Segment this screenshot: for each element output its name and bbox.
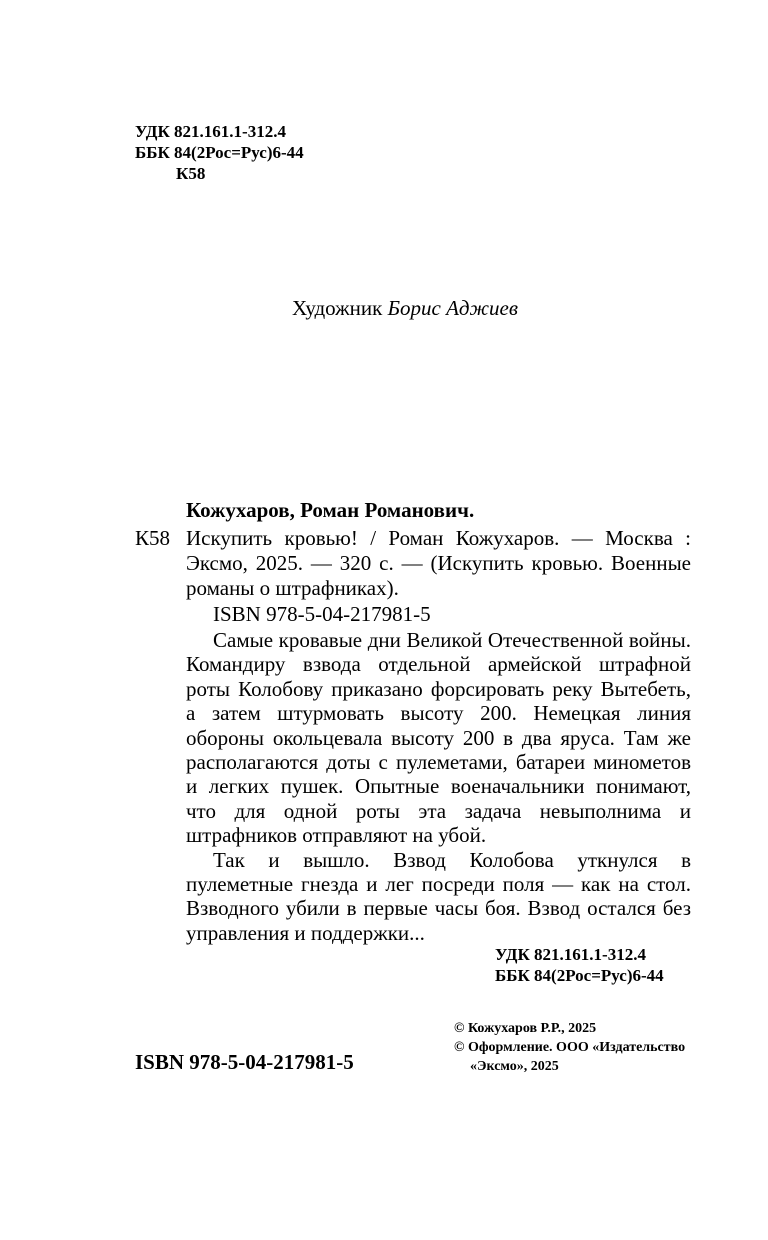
classification-block-bottom: [495, 944, 664, 986]
annotation: [186, 628, 691, 945]
copyright-author: © Кожухаров Р.Р., 2025: [454, 1021, 597, 1036]
copyright-design: © Оформление. ООО «Издательство: [454, 1040, 686, 1055]
artist-name: Борис Аджиев: [387, 296, 518, 320]
classification-block-top: [135, 121, 304, 184]
artist-credit: [0, 296, 768, 321]
author-mark: К58: [176, 164, 206, 183]
udk-code: УДК 821.161.1-312.4: [135, 122, 286, 141]
bbk-code: ББК 84(2Рос=Рус)6-44: [495, 966, 664, 985]
catalog-isbn: ISBN 978-5-04-217981-5: [213, 602, 431, 626]
catalog-author-mark: К58: [135, 526, 171, 550]
catalog-description: Искупить кровью! / Роман Кожухаров. — Москва : Эксмо, 2025. — 320 с. — (Искупить кровью. Военные романы о штрафниках).: [186, 526, 691, 600]
bbk-code: ББК 84(2Рос=Рус)6-44: [135, 143, 304, 162]
udk-code: УДК 821.161.1-312.4: [495, 945, 646, 964]
catalog-author: Кожухаров, Роман Романович.: [186, 498, 475, 522]
copyright-block: [454, 1019, 685, 1076]
annotation-paragraph: Так и вышло. Взвод Колобова уткнулся в пулеметные гнезда и лег посреди поля — как на стол. Взводного убили в первые часы боя. Взвод остался без управления и поддержки...: [186, 847, 691, 945]
isbn-bottom: ISBN 978-5-04-217981-5: [135, 1050, 354, 1074]
artist-label: Художник: [292, 296, 383, 320]
annotation-paragraph: Самые кровавые дни Великой Отечественной войны. Командиру взвода отдельной армейской штрафной роты Колобову приказано форсировать реку Вытебеть, а затем штурмовать высоту 200. Немецкая линия обороны окольцевала высоту 200 в два яруса. Там же располагаются доты с пулеметами, батареи минометов и легких пушек. Опытные военачальники понимают, что для одной роты эта задача невыполнима и штрафников отправляют на убой.: [186, 628, 691, 848]
copyright-publisher: «Эксмо», 2025: [470, 1059, 559, 1074]
